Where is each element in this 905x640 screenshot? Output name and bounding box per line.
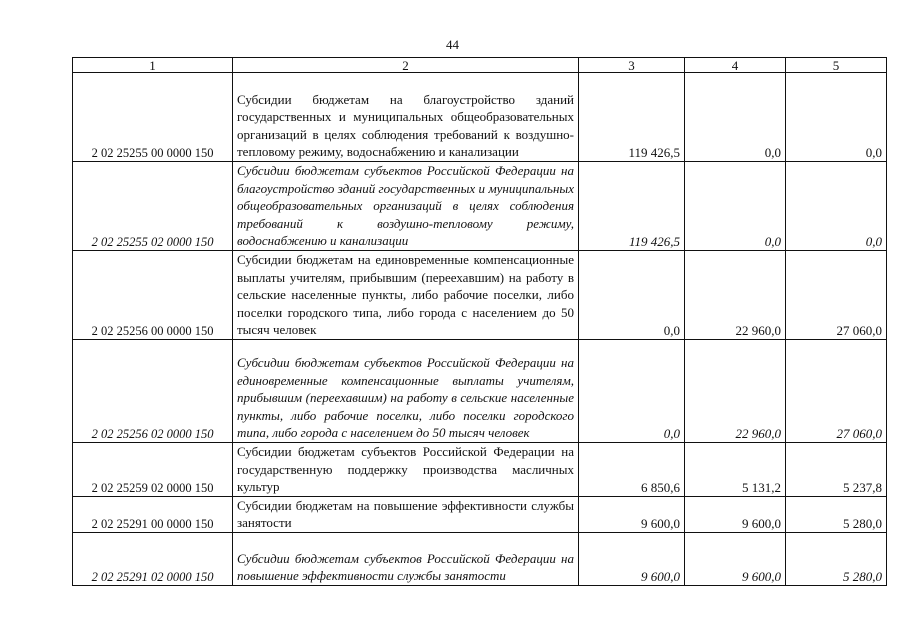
income-code: 2 02 25255 00 0000 150 [73, 73, 233, 162]
income-code: 2 02 25256 02 0000 150 [73, 339, 233, 442]
header-row [73, 58, 887, 73]
page-number: 44 [446, 37, 459, 52]
table-row [73, 496, 887, 532]
amount-col-4: 9 600,0 [685, 496, 786, 532]
amount-col-4: 5 131,2 [685, 442, 786, 496]
income-code: 2 02 25291 00 0000 150 [73, 496, 233, 532]
amount-col-5: 27 060,0 [786, 339, 887, 442]
amount-col-4: 22 960,0 [685, 250, 786, 339]
income-description: Субсидии бюджетам субъектов Российской Федерации на благоустройство зданий государственных и муниципальных общеобразовательных организаций в целях соблюдения требований к воздушно-тепловому режиму, водоснабжению и канализации [233, 162, 579, 251]
income-description: Субсидии бюджетам субъектов Российской Федерации на государственную поддержку производства масличных культур [233, 442, 579, 496]
table-row [73, 250, 887, 339]
income-description: Субсидии бюджетам субъектов Российской Федерации на единовременные компенсационные выплаты учителям, прибывшим (переехавшим) на работу в сельские населенные пункты, либо рабочие поселки, либо поселки городского типа, либо города с населением до 50 тысяч человек [233, 339, 579, 442]
amount-col-5: 5 280,0 [786, 532, 887, 585]
amount-col-5: 27 060,0 [786, 250, 887, 339]
header-cell-3: 3 [579, 58, 685, 73]
amount-col-3: 9 600,0 [579, 496, 685, 532]
income-code: 2 02 25256 00 0000 150 [73, 250, 233, 339]
table-row [73, 339, 887, 442]
income-code: 2 02 25255 02 0000 150 [73, 162, 233, 251]
amount-col-5: 0,0 [786, 162, 887, 251]
income-code: 2 02 25291 02 0000 150 [73, 532, 233, 585]
income-description: Субсидии бюджетам субъектов Российской Федерации на повышение эффективности службы занятости [233, 532, 579, 585]
amount-col-4: 9 600,0 [685, 532, 786, 585]
amount-col-5: 0,0 [786, 73, 887, 162]
header-cell-5: 5 [786, 58, 887, 73]
income-description: Субсидии бюджетам на повышение эффективности службы занятости [233, 496, 579, 532]
income-code: 2 02 25259 02 0000 150 [73, 442, 233, 496]
table-row [73, 73, 887, 162]
amount-col-3: 119 426,5 [579, 73, 685, 162]
amount-col-5: 5 280,0 [786, 496, 887, 532]
amount-col-4: 0,0 [685, 162, 786, 251]
amount-col-5: 5 237,8 [786, 442, 887, 496]
amount-col-4: 22 960,0 [685, 339, 786, 442]
amount-col-3: 119 426,5 [579, 162, 685, 251]
amount-col-4: 0,0 [685, 73, 786, 162]
header-cell-1: 1 [73, 58, 233, 73]
header-cell-2: 2 [233, 58, 579, 73]
budget-table [72, 57, 887, 586]
amount-col-3: 0,0 [579, 339, 685, 442]
table-row [73, 162, 887, 251]
income-description: Субсидии бюджетам на единовременные компенсационные выплаты учителям, прибывшим (переехавшим) на работу в сельские населенные пункты, либо рабочие поселки, либо поселки городского типа, либо города с населением до 50 тысяч человек [233, 250, 579, 339]
amount-col-3: 0,0 [579, 250, 685, 339]
amount-col-3: 9 600,0 [579, 532, 685, 585]
table-row [73, 442, 887, 496]
amount-col-3: 6 850,6 [579, 442, 685, 496]
income-description: Субсидии бюджетам на благоустройство зданий государственных и муниципальных общеобразовательных организаций в целях соблюдения требований к воздушно-тепловому режиму, водоснабжению и канализации [233, 73, 579, 162]
header-cell-4: 4 [685, 58, 786, 73]
table-row [73, 532, 887, 585]
